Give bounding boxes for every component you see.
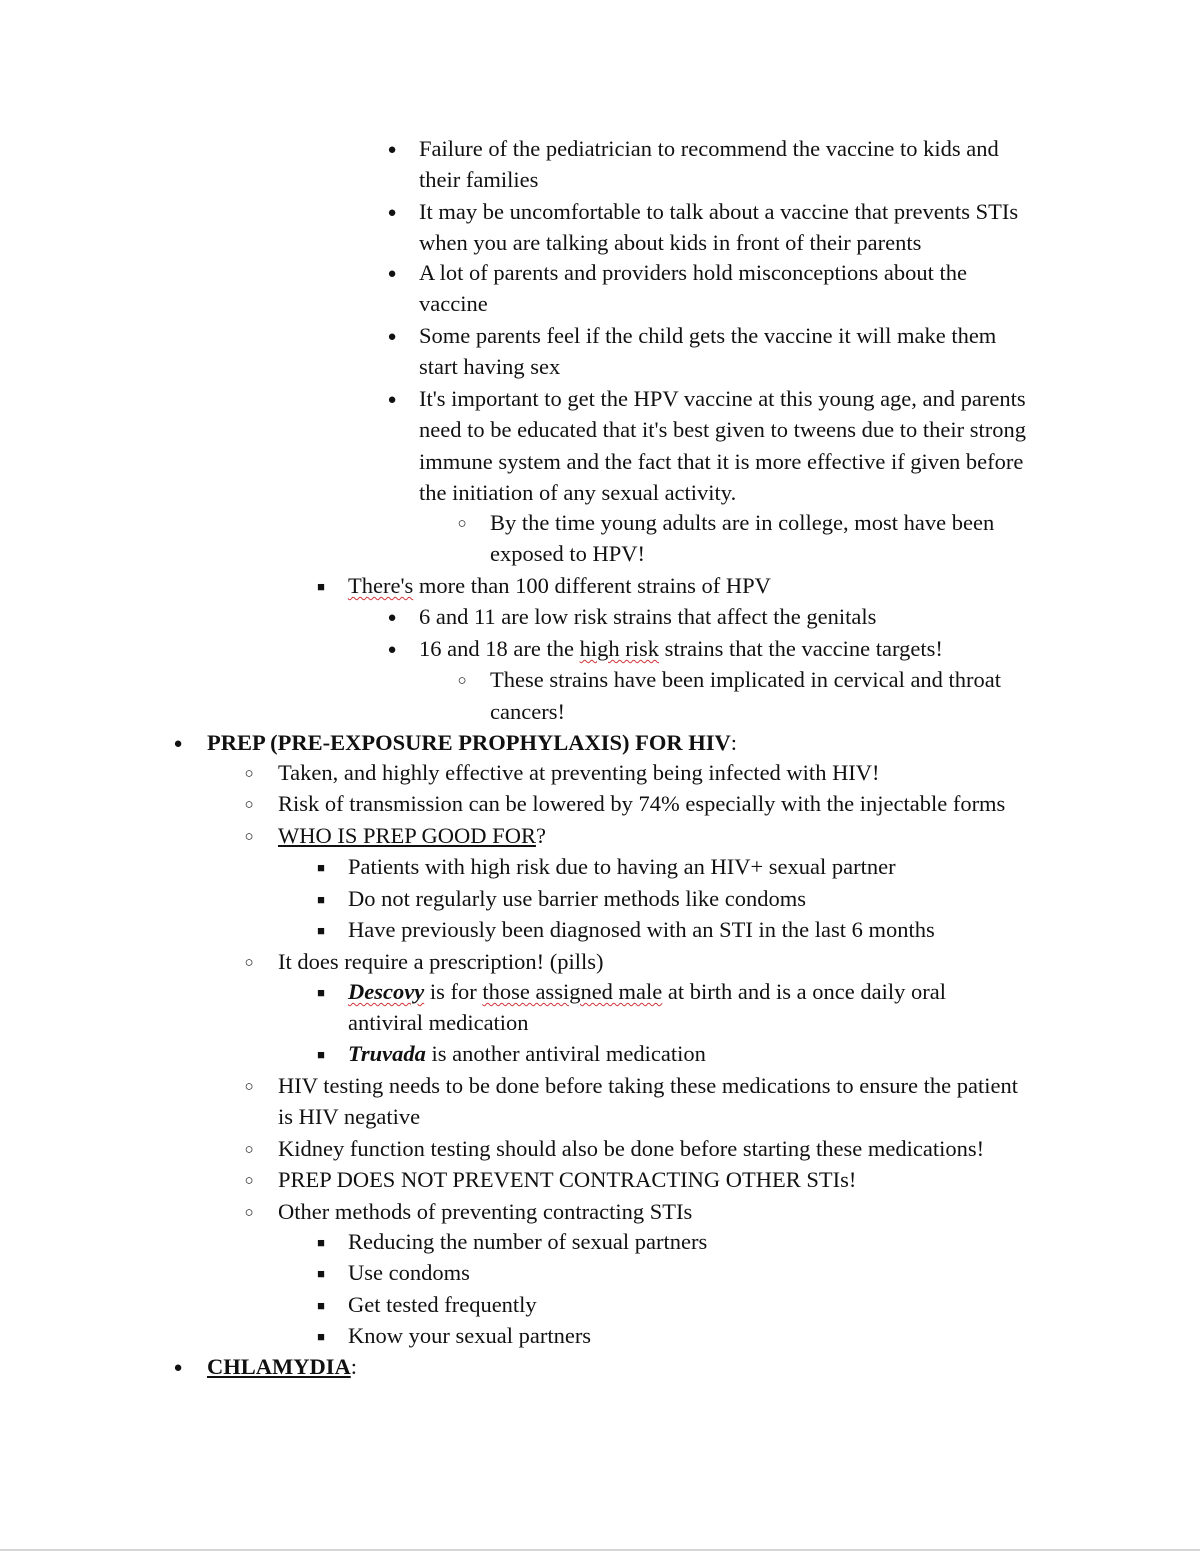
- strains-implicated-line2: cancers!: [490, 699, 565, 724]
- hpv-college-note-line2: exposed to HPV!: [490, 541, 645, 566]
- prep-who-item: Do not regularly use barrier methods like condoms: [348, 886, 807, 911]
- prep-who-heading: WHO IS PREP GOOD FOR?: [278, 823, 546, 848]
- bullet-circle: [239, 757, 259, 792]
- bullet-circle: [239, 820, 259, 855]
- low-risk-strains: 6 and 11 are low risk strains that affect the genitals: [419, 604, 877, 629]
- bullet-circle: [239, 946, 259, 981]
- hiv-testing-line2: is HIV negative: [278, 1104, 421, 1129]
- hpv-barrier-5-line2: need to be educated that it's best given to tweens due to their strong: [419, 417, 1027, 442]
- bullet-circle: [239, 1196, 259, 1231]
- bullet-dot: [382, 601, 402, 636]
- bullet-dot: [382, 257, 402, 292]
- spellcheck-phrase: those assigned male: [482, 979, 663, 1004]
- descovy-name: Descovy: [348, 979, 425, 1004]
- bullet-square: [311, 1038, 331, 1072]
- page-bottom-divider: [0, 1549, 1200, 1551]
- hpv-barrier-1-line2: their families: [419, 167, 539, 192]
- truvada-line: Truvada is another antiviral medication: [348, 1041, 706, 1066]
- hpv-strains-intro: There's more than 100 different strains of HPV: [348, 573, 771, 598]
- descovy-line2: antiviral medication: [348, 1010, 529, 1035]
- bullet-square: [311, 914, 331, 948]
- bullet-dot: [168, 1351, 188, 1386]
- bullet-square: [311, 851, 331, 885]
- bullet-dot: [382, 633, 402, 668]
- bullet-square: [311, 1226, 331, 1260]
- other-method-item: Get tested frequently: [348, 1292, 537, 1317]
- bullet-circle: [239, 1070, 259, 1105]
- hpv-barrier-5-line1: It's important to get the HPV vaccine at this young age, and parents: [419, 386, 1026, 411]
- spellcheck-word: high risk: [579, 636, 659, 661]
- spellcheck-word: There's: [348, 573, 414, 598]
- hpv-barrier-2-line2: when you are talking about kids in front of their parents: [419, 230, 922, 255]
- other-methods-heading: Other methods of preventing contracting STIs: [278, 1199, 693, 1224]
- hpv-barrier-3-line1: A lot of parents and providers hold misconceptions about the: [419, 260, 968, 285]
- prep-who-item: Have previously been diagnosed with an STI in the last 6 months: [348, 917, 935, 942]
- bullet-dot: [382, 320, 402, 355]
- high-risk-strains: 16 and 18 are the high risk strains that the vaccine targets!: [419, 636, 943, 661]
- bullet-square: [311, 1289, 331, 1323]
- hpv-barrier-4-line2: start having sex: [419, 354, 561, 379]
- bullet-square: [311, 1320, 331, 1354]
- bullet-square: [311, 570, 331, 604]
- bullet-dot: [168, 727, 188, 762]
- bullet-square: [311, 976, 331, 1010]
- bullet-dot: [382, 383, 402, 418]
- other-method-item: Reducing the number of sexual partners: [348, 1229, 708, 1254]
- hpv-college-note-line1: By the time young adults are in college, most have been: [490, 510, 995, 535]
- other-method-item: Know your sexual partners: [348, 1323, 592, 1348]
- descovy-line1: Descovy is for those assigned male at birth and is a once daily oral: [348, 979, 946, 1004]
- hpv-barrier-5-line4: the initiation of any sexual activity.: [419, 480, 737, 505]
- prep-risk: Risk of transmission can be lowered by 74% especially with the injectable forms: [278, 791, 1006, 816]
- hpv-barrier-4-line1: Some parents feel if the child gets the vaccine it will make them: [419, 323, 997, 348]
- prep-who-item: Patients with high risk due to having an HIV+ sexual partner: [348, 854, 896, 879]
- kidney-testing: Kidney function testing should also be done before starting these medications!: [278, 1136, 985, 1161]
- bullet-circle: [239, 1133, 259, 1168]
- bullet-circle: [452, 664, 472, 699]
- truvada-name: Truvada: [348, 1041, 426, 1066]
- strains-implicated-line1: These strains have been implicated in cervical and throat: [490, 667, 1002, 692]
- prep-effective: Taken, and highly effective at preventing being infected with HIV!: [278, 760, 880, 785]
- prep-heading: PREP (PRE-EXPOSURE PROPHYLAXIS) FOR HIV:: [207, 730, 738, 755]
- bullet-circle: [452, 507, 472, 542]
- other-method-item: Use condoms: [348, 1260, 470, 1285]
- hpv-barrier-1-line1: Failure of the pediatrician to recommend the vaccine to kids and: [419, 136, 999, 161]
- prep-prescription: It does require a prescription! (pills): [278, 949, 604, 974]
- hpv-barrier-2-line1: It may be uncomfortable to talk about a vaccine that prevents STIs: [419, 199, 1019, 224]
- bullet-circle: [239, 1164, 259, 1199]
- bullet-square: [311, 883, 331, 917]
- chlamydia-heading: CHLAMYDIA:: [207, 1354, 358, 1379]
- prep-not-prevent: PREP DOES NOT PREVENT CONTRACTING OTHER STIs!: [278, 1167, 857, 1192]
- bullet-circle: [239, 788, 259, 823]
- hpv-barrier-5-line3: immune system and the fact that it is more effective if given before: [419, 449, 1024, 474]
- bullet-dot: [382, 196, 402, 231]
- bullet-square: [311, 1257, 331, 1291]
- bullet-dot: [382, 133, 402, 168]
- hpv-barrier-3-line2: vaccine: [419, 291, 488, 316]
- hiv-testing-line1: HIV testing needs to be done before taking these medications to ensure the patient: [278, 1073, 1018, 1098]
